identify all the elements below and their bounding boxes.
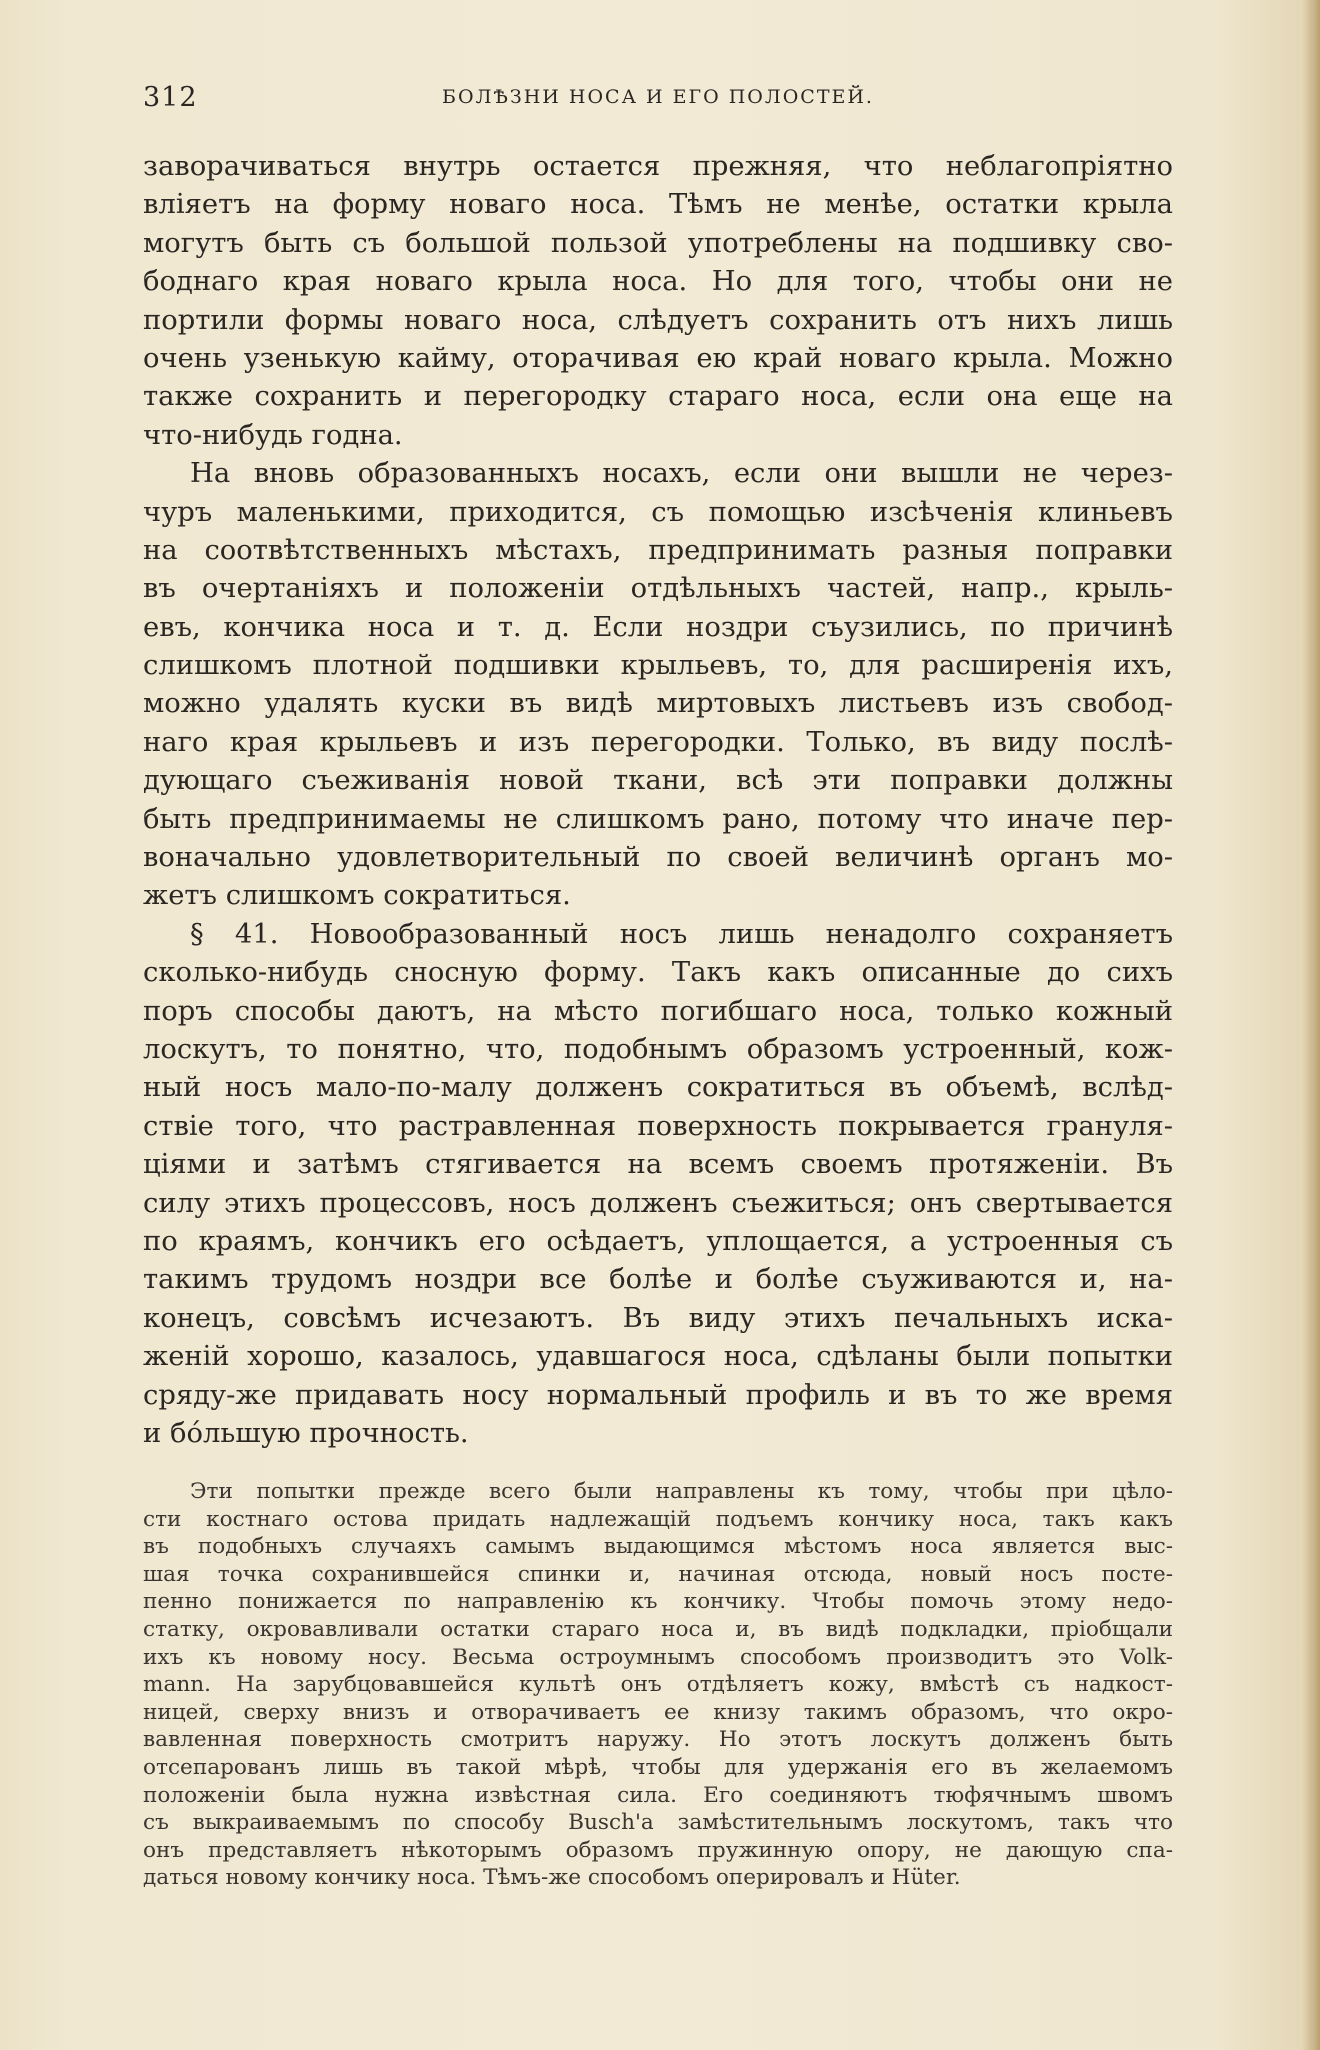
text-line: ный носъ мало-по-малу долженъ сократиться въ объемѣ, вслѣд- bbox=[143, 1072, 1173, 1104]
footnote-line: въ подобныхъ случаяхъ самымъ выдающимся мѣстомъ носа является выс- bbox=[143, 1534, 1173, 1560]
page-edge bbox=[1302, 0, 1320, 2050]
footnote-line: mann. На зарубцовавшейся культѣ онъ отдѣляетъ кожу, вмѣстѣ съ надкост- bbox=[143, 1672, 1173, 1698]
text-line: лоскутъ, то понятно, что, подобнымъ образомъ устроенный, кож- bbox=[143, 1033, 1173, 1065]
text-line: дующаго съеживанія новой ткани, всѣ эти поправки должны bbox=[143, 765, 1173, 797]
text-line: поръ способы даютъ, на мѣсто погибшаго носа, только кожный bbox=[143, 995, 1173, 1027]
text-line: На вновь образованныхъ носахъ, если они вышли не через- bbox=[190, 458, 1173, 490]
text-line: боднаго края новаго крыла носа. Но для того, чтобы они не bbox=[143, 266, 1173, 298]
text-line: на соотвѣтственныхъ мѣстахъ, предпринимать разныя поправки bbox=[143, 534, 1173, 566]
text-line: портили формы новаго носа, слѣдуетъ сохранить отъ нихъ лишь bbox=[143, 304, 1173, 336]
text-line: что-нибудь годна. bbox=[143, 419, 403, 451]
footnote-line: пенно понижается по направленію къ кончику. Чтобы помочь этому недо- bbox=[143, 1589, 1173, 1615]
footnote-line: положеніи была нужна извѣстная сила. Его соединяютъ тюфячнымъ швомъ bbox=[143, 1782, 1173, 1808]
main-text bbox=[143, 148, 1173, 1453]
footnote-line: статку, окровавливали остатки стараго носа и, въ видѣ подкладки, пріобщали bbox=[143, 1616, 1173, 1642]
text-line: также сохранить и перегородку стараго носа, если она еще на bbox=[143, 381, 1173, 413]
text-line: вліяетъ на форму новаго носа. Тѣмъ не менѣе, остатки крыла bbox=[143, 189, 1173, 221]
text-line: быть предпринимаемы не слишкомъ рано, потому что иначе пер- bbox=[143, 803, 1173, 835]
text-line: слишкомъ плотной подшивки крыльевъ, то, для расширенія ихъ, bbox=[143, 650, 1173, 682]
footnote-line: съ выкраиваемымъ по способу Busch'a замѣстительнымъ лоскутомъ, такъ что bbox=[143, 1810, 1173, 1836]
text-line: въ очертаніяхъ и положеніи отдѣльныхъ частей, напр., крыль- bbox=[143, 573, 1173, 605]
text-line: можно удалять куски въ видѣ миртовыхъ листьевъ изъ свобод- bbox=[143, 688, 1173, 720]
text-line: могутъ быть съ большой пользой употреблены на подшивку сво- bbox=[143, 227, 1173, 259]
text-line: очень узенькую кайму, оторачивая ею край новаго крыла. Можно bbox=[143, 342, 1173, 374]
text-line: такимъ трудомъ ноздри все болѣе и болѣе съуживаются и, на- bbox=[143, 1264, 1173, 1296]
footnote-line: шая точка сохранившейся спинки и, начиная отсюда, новый носъ посте- bbox=[143, 1561, 1173, 1587]
text-line: женій хорошо, казалось, удавшагося носа, сдѣланы были попытки bbox=[143, 1341, 1173, 1373]
footnote-line: сти костнаго остова придать надлежащій подъемъ кончику носа, такъ какъ bbox=[143, 1506, 1173, 1532]
text-line: евъ, кончика носа и т. д. Если ноздри съузились, по причинѣ bbox=[143, 611, 1173, 643]
section-41-start: § 41. Новообразованный носъ лишь ненадолго сохраняетъ bbox=[190, 918, 1173, 950]
text-line: ціями и затѣмъ стягивается на всемъ своемъ протяженіи. Въ bbox=[143, 1149, 1173, 1181]
footnote-line: Эти попытки прежде всего были направлены къ тому, чтобы при цѣло- bbox=[190, 1479, 1173, 1504]
text-line: конецъ, совсѣмъ исчезаютъ. Въ виду этихъ печальныхъ иска- bbox=[143, 1302, 1173, 1334]
text-line: сколько-нибудь сносную форму. Такъ какъ описанные до сихъ bbox=[143, 957, 1173, 989]
footnote bbox=[143, 1478, 1173, 1892]
footnote-line: вавленная поверхность смотритъ наружу. Но этотъ лоскутъ долженъ быть bbox=[143, 1727, 1173, 1753]
running-title: БОЛѢЗНИ НОСА И ЕГО ПОЛОСТЕЙ. bbox=[442, 86, 874, 108]
text-line: и бóльшую прочность. bbox=[143, 1417, 469, 1449]
text-line: ствіе того, что растравленная поверхность покрывается грануля- bbox=[143, 1110, 1173, 1142]
text-line: чуръ маленькими, приходится, съ помощью изсѣченія клиньевъ bbox=[143, 496, 1173, 528]
footnote-line: даться новому кончику носа. Тѣмъ-же способомъ оперировалъ и Hüter. bbox=[143, 1865, 961, 1891]
text-line: наго края крыльевъ и изъ перегородки. Только, въ виду послѣ- bbox=[143, 726, 1173, 758]
text-line: заворачиваться внутрь остается прежняя, что неблагопріятно bbox=[143, 151, 1173, 182]
footnote-line: онъ представляетъ нѣкоторымъ образомъ пружинную опору, не дающую спа- bbox=[143, 1837, 1173, 1863]
footnote-line: ихъ къ новому носу. Весьма остроумнымъ способомъ производитъ это Volk- bbox=[143, 1644, 1173, 1670]
page-number: 312 bbox=[143, 82, 198, 113]
footnote-line: отсепарованъ лишь въ такой мѣрѣ, чтобы для удержанія его въ желаемомъ bbox=[143, 1754, 1173, 1780]
footnote-line: ницей, сверху внизъ и отворачиваетъ ее книзу такимъ образомъ, что окро- bbox=[143, 1699, 1173, 1725]
text-line: воначально удовлетворительный по своей величинѣ органъ мо- bbox=[143, 842, 1173, 874]
page-header bbox=[143, 82, 1173, 122]
text-line: по краямъ, кончикъ его осѣдаетъ, уплощается, а устроенныя съ bbox=[143, 1225, 1173, 1257]
text-line: сряду-же придавать носу нормальный профиль и въ то же время bbox=[143, 1379, 1173, 1411]
text-line: жетъ слишкомъ сократиться. bbox=[143, 880, 571, 912]
text-line: силу этихъ процессовъ, носъ долженъ съежиться; онъ свертывается bbox=[143, 1187, 1173, 1219]
